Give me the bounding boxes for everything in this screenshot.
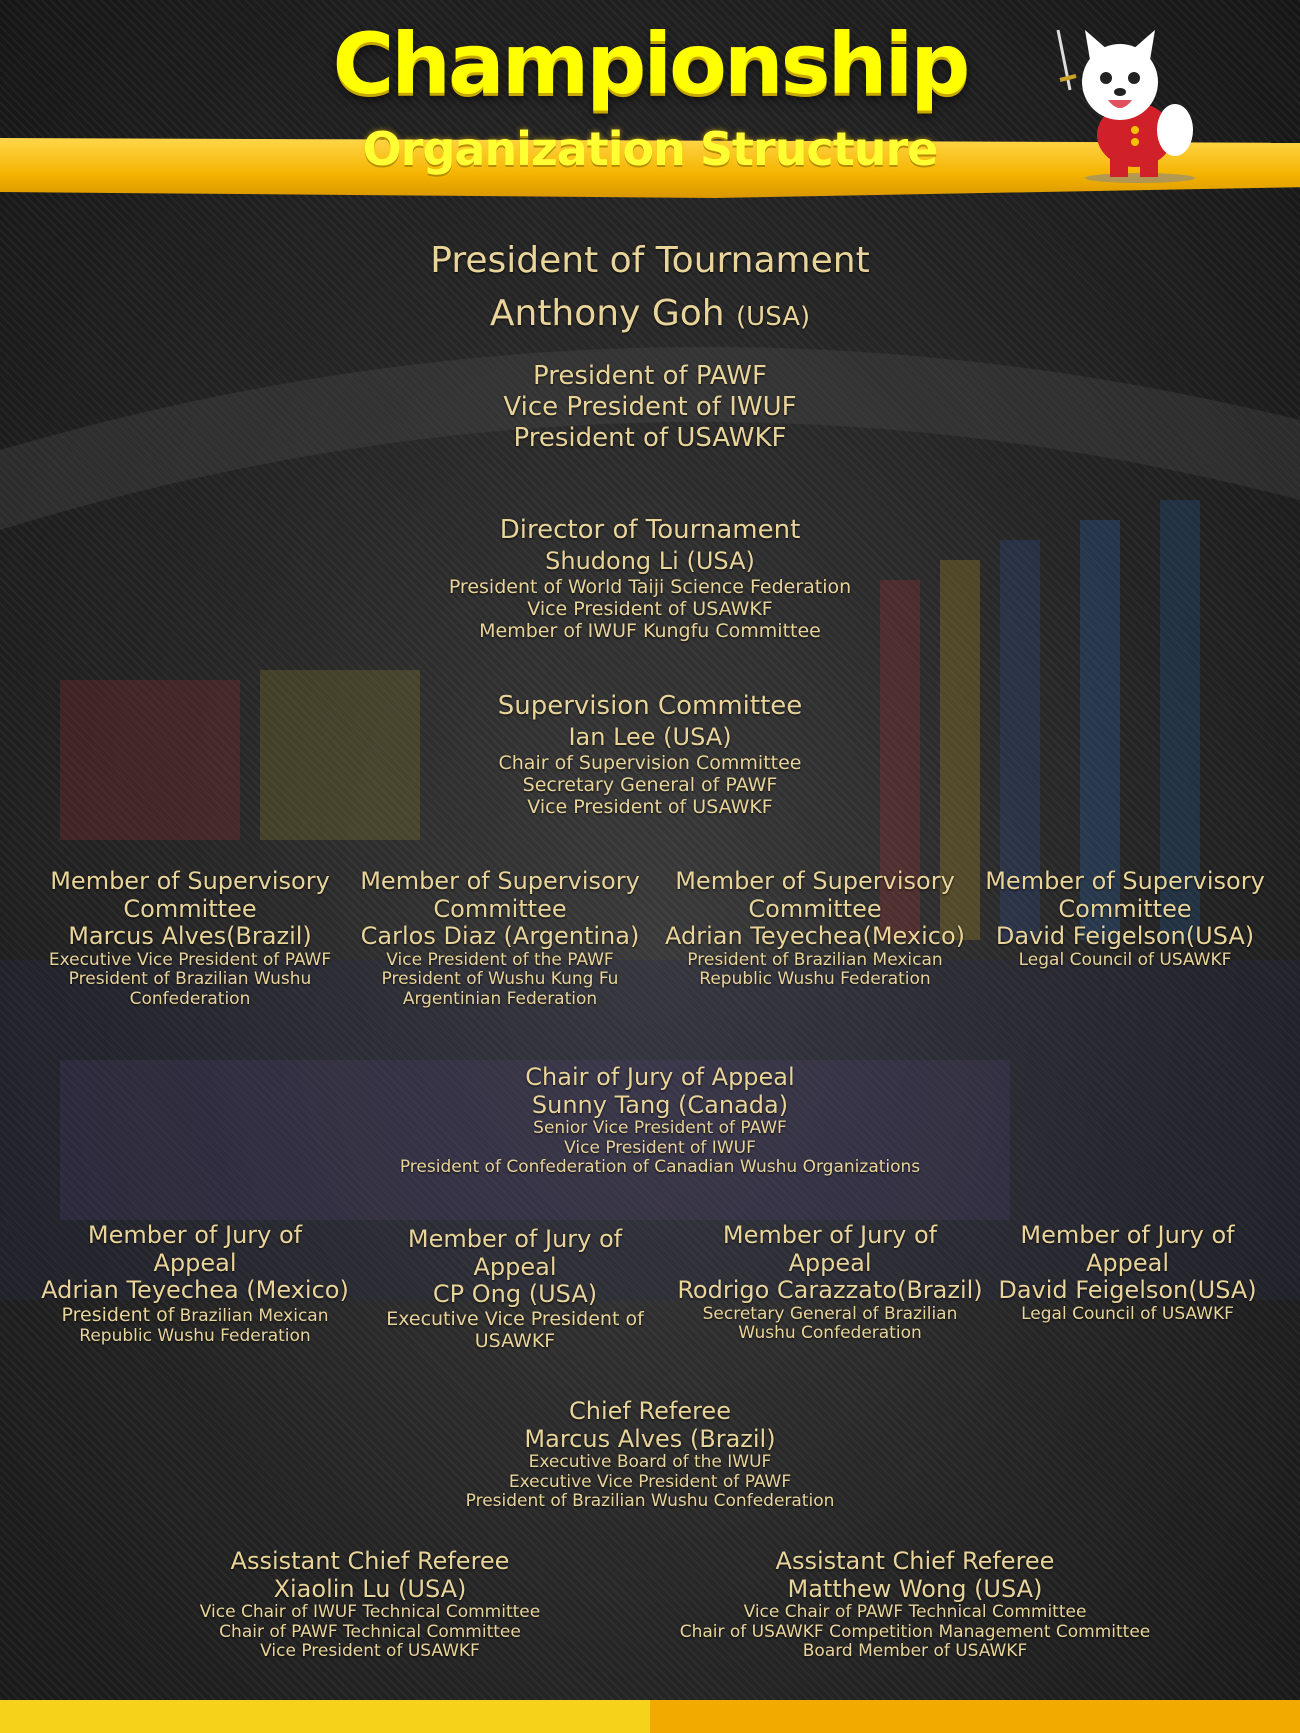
jury-member-name: Adrian Teyechea (Mexico) [41, 1276, 349, 1305]
samoyed-dog-mascot-icon [1040, 20, 1210, 190]
jury-member-role: Member of Jury of [87, 1221, 303, 1249]
assistant-referee-title: Chair of USAWKF Competition Management Committee [679, 1621, 1151, 1642]
jury-chair-name: Sunny Tang (Canada) [531, 1090, 789, 1119]
jury-member-title: Executive Vice President of [386, 1307, 644, 1330]
director-titles [250, 577, 1050, 643]
supervision-title: Chair of Supervision Committee [498, 752, 802, 775]
assistant-referee-title: Vice Chair of PAWF Technical Committee [743, 1602, 1087, 1623]
jury-member-role: Member of Jury of [1020, 1221, 1235, 1249]
president-name-line [250, 293, 1050, 334]
president-section [250, 240, 1050, 454]
director-role: Director of Tournament [499, 515, 801, 545]
supervision-section [250, 692, 1050, 819]
chief-referee-role: Chief Referee [569, 1397, 731, 1425]
jury-member-role: Member of Jury of [407, 1225, 623, 1253]
supervision-title: Secretary General of PAWF [522, 774, 778, 797]
jury-member-role: Member of Jury of [722, 1221, 938, 1249]
assistant-referee-name: Xiaolin Lu (USA) [273, 1574, 467, 1603]
jury-chair-title: Vice President of IWUF [564, 1137, 756, 1158]
member-title: President of Brazilian Mexican [687, 949, 943, 970]
page-subtitle: Organization Structure [362, 122, 938, 176]
jury-member-title: Secretary General of Brazilian [702, 1303, 958, 1324]
supervisory-member-card [350, 868, 650, 1009]
member-role: Member of Supervisory [985, 867, 1265, 895]
president-title: President of PAWF [533, 360, 767, 391]
supervision-titles [250, 753, 1050, 819]
president-role: President of Tournament [430, 240, 870, 281]
director-section [250, 516, 1050, 643]
page-title: Championship [332, 15, 968, 113]
member-role-cont: Committee [433, 894, 567, 923]
president-title: Vice President of IWUF [503, 391, 797, 422]
assistant-referee-title: Vice Chair of IWUF Technical Committee [199, 1602, 541, 1623]
supervisory-member-card [655, 868, 975, 990]
chief-referee-title: Executive Board of the IWUF [528, 1452, 772, 1473]
director-title: Vice President of USAWKF [527, 598, 773, 621]
assistant-referee-title: Chair of PAWF Technical Committee [219, 1621, 521, 1642]
member-title: Legal Council of USAWKF [1018, 949, 1232, 970]
jury-member-card [670, 1222, 990, 1344]
jury-member-title-prefix: President of [61, 1303, 175, 1326]
member-role: Member of Supervisory [675, 867, 955, 895]
assistant-referee-title: Vice President of USAWKF [260, 1641, 480, 1662]
president-country: (USA) [736, 302, 811, 333]
member-title: President of Wushu Kung Fu [381, 969, 619, 990]
assistant-referee-title: Board Member of USAWKF [802, 1641, 1028, 1662]
jury-member-role-cont: Appeal [1085, 1248, 1170, 1277]
member-title: Argentinian Federation [402, 988, 598, 1009]
chief-referee-section [250, 1398, 1050, 1512]
jury-member-card [30, 1222, 360, 1346]
assistant-referee-role: Assistant Chief Referee [775, 1547, 1055, 1575]
member-title: Vice President of the PAWF [386, 949, 614, 970]
jury-chair-role: Chair of Jury of Appeal [525, 1063, 795, 1091]
supervision-role: Supervision Committee [497, 691, 803, 721]
director-title: Member of IWUF Kungfu Committee [479, 620, 821, 643]
jury-chair-section [260, 1064, 1060, 1178]
president-titles [250, 361, 1050, 455]
jury-member-title: USAWKF [474, 1329, 556, 1352]
member-role: Member of Supervisory [50, 867, 330, 895]
member-title: President of Brazilian Wushu [68, 969, 312, 990]
jury-member-role-cont: Appeal [153, 1248, 237, 1277]
supervisory-member-card [20, 868, 360, 1009]
jury-member-title: Legal Council of USAWKF [1021, 1303, 1234, 1324]
jury-member-title: Wushu Confederation [738, 1323, 922, 1344]
jury-member-card [365, 1226, 665, 1352]
jury-member-card [985, 1222, 1270, 1324]
jury-chair-title: Senior Vice President of PAWF [533, 1118, 787, 1139]
jury-member-role-cont: Appeal [788, 1248, 872, 1277]
member-name: Carlos Diaz (Argentina) [360, 922, 640, 951]
member-name: David Feigelson(USA) [995, 922, 1255, 951]
member-title: Confederation [129, 988, 251, 1009]
member-role-cont: Committee [1058, 894, 1192, 923]
member-title: Republic Wushu Federation [699, 969, 931, 990]
member-name: Adrian Teyechea(Mexico) [664, 922, 966, 951]
member-role-cont: Committee [748, 894, 882, 923]
member-role: Member of Supervisory [360, 867, 640, 895]
assistant-referee-name: Matthew Wong (USA) [787, 1574, 1043, 1603]
president-name: Anthony Goh [489, 293, 725, 335]
chief-referee-title: President of Brazilian Wushu Confederation [465, 1491, 835, 1512]
assistant-referee-card [130, 1548, 610, 1662]
director-name: Shudong Li (USA) [545, 546, 755, 575]
member-name: Marcus Alves(Brazil) [68, 922, 312, 951]
supervision-name: Ian Lee (USA) [568, 722, 732, 751]
chief-referee-name: Marcus Alves (Brazil) [524, 1424, 776, 1453]
jury-member-name: CP Ong (USA) [432, 1280, 598, 1309]
member-role-cont: Committee [123, 894, 257, 923]
supervisory-member-card [970, 868, 1280, 970]
jury-member-title: Republic Wushu Federation [79, 1325, 311, 1346]
jury-member-role-cont: Appeal [473, 1252, 557, 1281]
jury-member-name: Rodrigo Carazzato(Brazil) [677, 1276, 983, 1305]
director-title: President of World Taiji Science Federation [448, 576, 852, 599]
jury-member-title: Brazilian Mexican [179, 1305, 329, 1326]
jury-member-name: David Feigelson(USA) [998, 1276, 1257, 1305]
chief-referee-title: Executive Vice President of PAWF [508, 1471, 792, 1492]
assistant-referee-card [625, 1548, 1205, 1662]
footer-yellow-band [0, 1700, 1300, 1733]
supervision-title: Vice President of USAWKF [527, 796, 773, 819]
member-title: Executive Vice President of PAWF [48, 949, 332, 970]
president-title: President of USAWKF [513, 423, 787, 454]
assistant-referee-role: Assistant Chief Referee [230, 1547, 510, 1575]
jury-chair-title: President of Confederation of Canadian Wushu Organizations [399, 1157, 921, 1178]
